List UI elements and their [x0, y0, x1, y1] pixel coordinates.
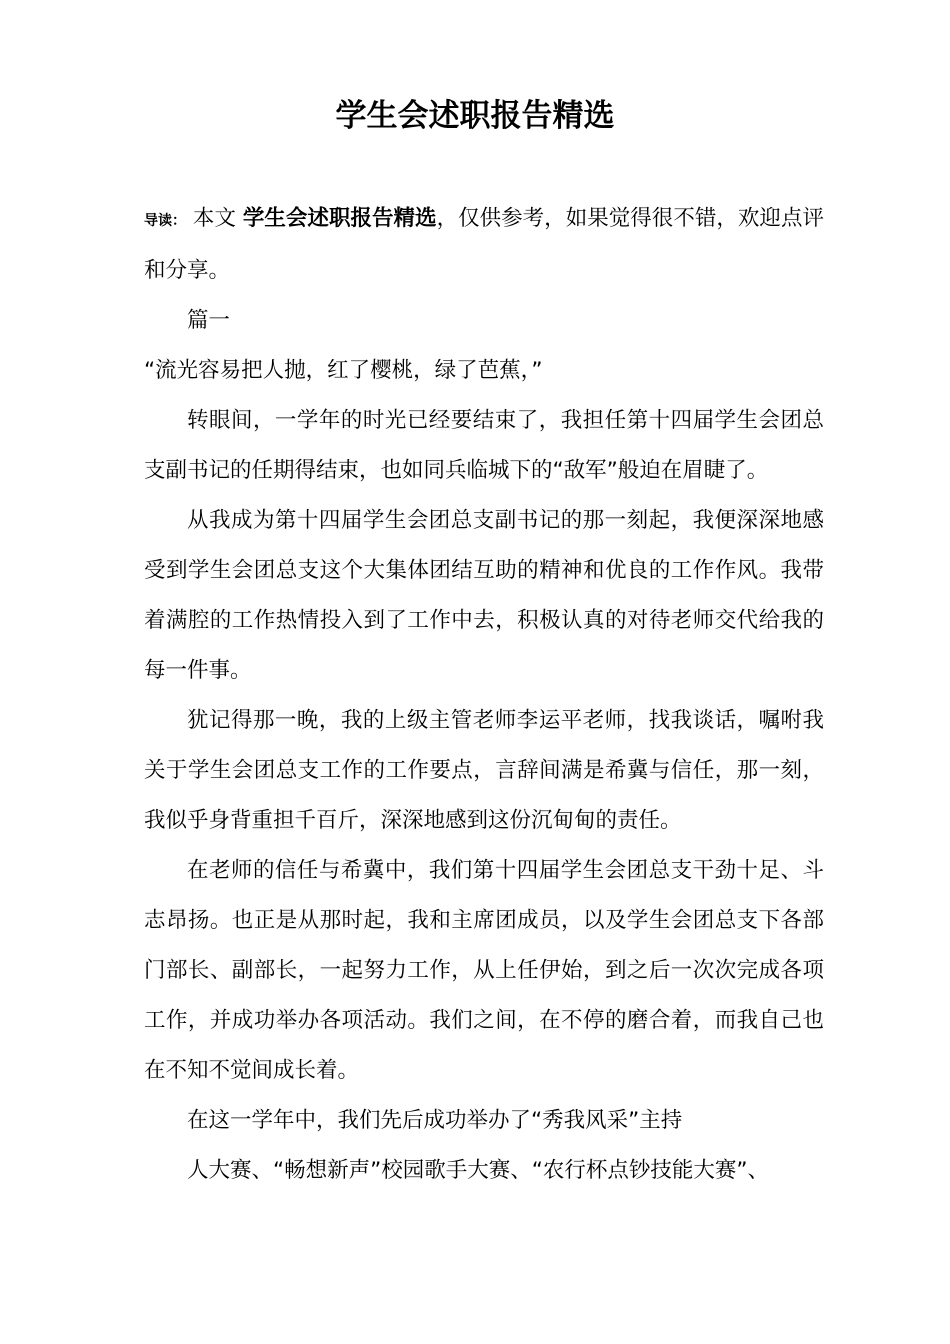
opening-quote: “流光容易把人抛，红了樱桃，绿了芭蕉，”: [144, 358, 543, 383]
section-heading: 篇一: [187, 308, 231, 333]
intro-label: 导读：: [144, 213, 187, 229]
intro-prefix: 本文: [186, 206, 243, 231]
paragraph: 转眼间，一学年的时光已经要结束了，我担任第十四届学生会团总支副书记的任期得结束，也如同兵临城下的“敌军”般迫在眉睫了。: [144, 408, 824, 483]
intro-suffix: ，仅供参考，如果觉得很不错，欢迎点评和分享。: [144, 206, 824, 283]
intro-paragraph: [144, 194, 824, 296]
paragraph: 在这一学年中，我们先后成功举办了“秀我风采”主持: [187, 1108, 683, 1133]
paragraph: 从我成为第十四届学生会团总支副书记的那一刻起，我便深深地感受到学生会团总支这个大集体团结互助的精神和优良的工作作风。我带着满腔的工作热情投入到了工作中去，积极认真的对待老师交代给我的每一件事。: [144, 508, 824, 683]
document-body: [144, 194, 824, 1196]
intro-doc-title: 学生会述职报告精选: [242, 206, 437, 231]
paragraph: 犹记得那一晚，我的上级主管老师李运平老师，找我谈话，嘱咐我关于学生会团总支工作的工作要点，言辞间满是希冀与信任，那一刻，我似乎身背重担千百斤，深深地感到这份沉甸甸的责任。: [144, 708, 824, 833]
paragraph: 在老师的信任与希冀中，我们第十四届学生会团总支干劲十足、斗志昂扬。也正是从那时起，我和主席团成员，以及学生会团总支下各部门部长、副部长，一起努力工作，从上任伊始，到之后一次次完成各项工作，并成功举办各项活动。我们之间，在不停的磨合着，而我自己也在不知不觉间成长着。: [144, 858, 824, 1083]
paragraph: 人大赛、“畅想新声”校园歌手大赛、“农行杯点钞技能大赛”、: [187, 1158, 770, 1183]
document-title: 学生会述职报告精选: [335, 98, 615, 134]
